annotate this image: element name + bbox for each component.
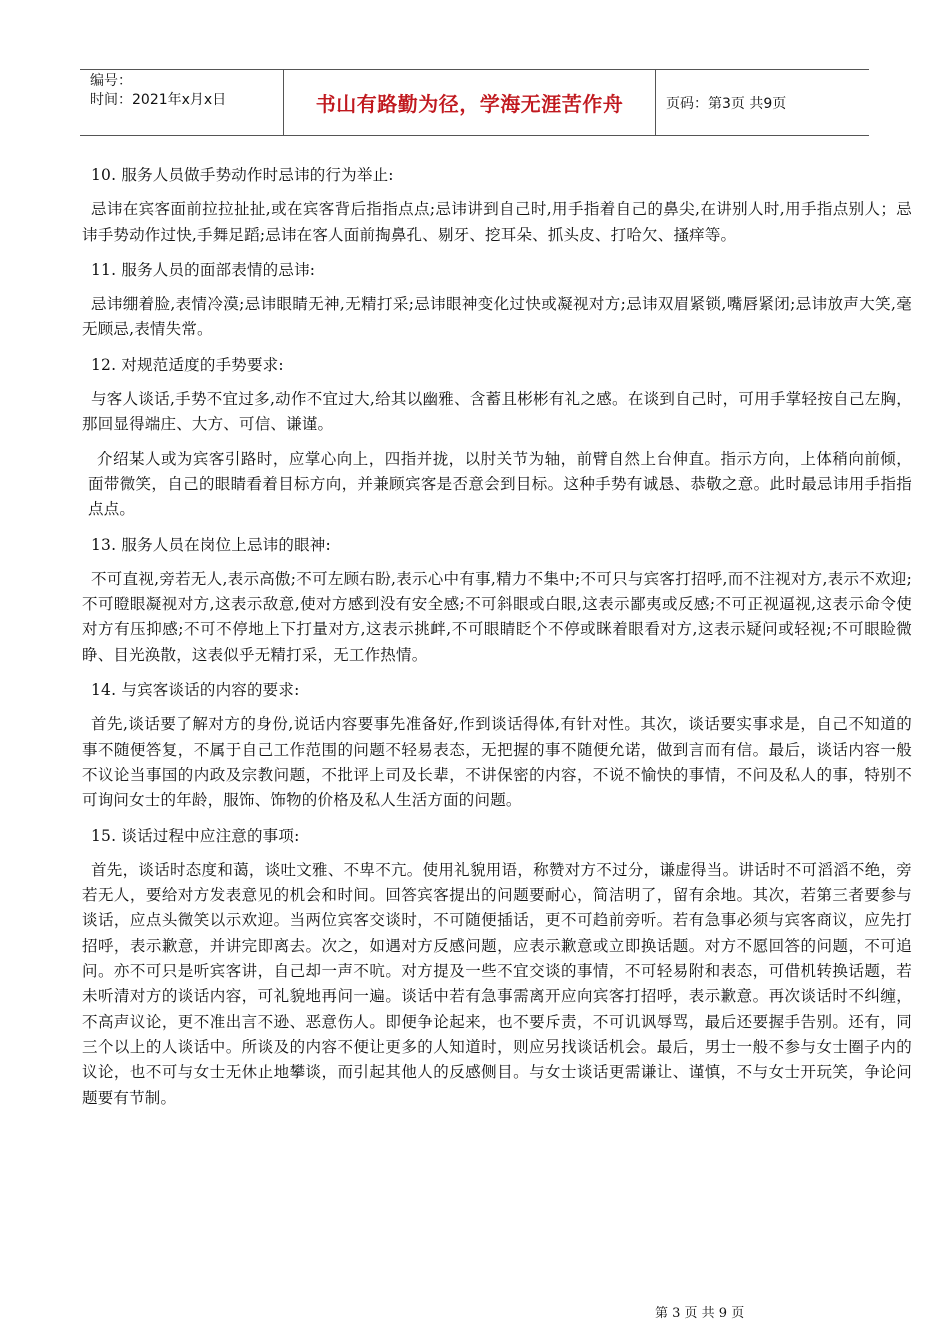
document-number-label: 编号： xyxy=(90,73,132,89)
section-paragraph: 忌讳在宾客面前拉拉扯扯,或在宾客背后指指点点;忌讳讲到自己时,用手指着自己的鼻尖,在讲别人时,用手指点别人；忌讳手势动作过快,手舞足蹈;忌讳在客人面前掏鼻孔、剔牙、挖耳朵、抓头皮、打哈欠、搔痒等。 xyxy=(82,200,912,244)
header-meta xyxy=(80,70,283,135)
page-header xyxy=(80,69,869,136)
section-paragraph: 与客人谈话,手势不宜过多,动作不宜过大,给其以幽雅、含蓄且彬彬有礼之感。在谈到自己时，可用手掌轻按自己左胸，那回显得端庄、大方、可信、谦谨。 xyxy=(82,390,912,434)
section-paragraph: 介绍某人或为宾客引路时，应掌心向上，四指并拢，以肘关节为轴，前臂自然上台伸直。指示方向，上体稍向前倾，面带微笑，自己的眼睛看着目标方向，并兼顾宾客是否意会到目标。这种手势有诚恳、恭敬之意。此时最忌讳用手指指点点。 xyxy=(88,449,912,519)
section-paragraph: 不可直视,旁若无人,表示高傲;不可左顾右盼,表示心中有事,精力不集中;不可只与宾客打招呼,而不注视对方,表示不欢迎;不可瞪眼凝视对方,这表示敌意,使对方感到没有安全感;不可斜眼或白眼,这表示鄙夷或反感;不可正视逼视,这表示命令使对方有压抑感;不可不停地上下打量对方,这表示挑衅,不可眼睛眨个不停或眯着眼看对方,这表示疑问或轻视;不可眼睑微睁、目光涣散，这表似乎无精打采，无工作热情。 xyxy=(82,569,912,664)
document-body xyxy=(82,163,912,1111)
section-paragraph: 忌讳绷着脸,表情冷漠;忌讳眼睛无神,无精打采;忌讳眼神变化过快或凝视对方;忌讳双眉紧锁,嘴唇紧闭;忌讳放声大笑,毫无顾忌,表情失常。 xyxy=(82,295,912,339)
section-heading: 11. 服务人员的面部表情的忌讳: xyxy=(91,260,316,279)
header-motto: 书山有路勤为径，学海无涯苦作舟 xyxy=(283,70,656,135)
document-date: 时间：2021年x月x日 xyxy=(90,92,227,108)
section-paragraph: 首先，谈话时态度和蔼，谈吐文雅、不卑不亢。使用礼貌用语，称赞对方不过分，谦虚得当。讲话时不可滔滔不绝，旁若无人，要给对方发表意见的机会和时间。回答宾客提出的问题要耐心，简洁明了，留有余地。其次，若第三者要参与谈话，应点头微笑以示欢迎。当两位宾客交谈时，不可随便插话，更不可趋前旁听。若有急事必须与宾客商议，应先打招呼，表示歉意，并讲完即离去。次之，如遇对方反感问题，应表示歉意或立即换话题。对方不愿回答的问题，不可追问。亦不可只是听宾客讲，自己却一声不吭。对方提及一些不宜交谈的事情，不可轻易附和表态，可借机转换话题，若未听清对方的谈话内容，可礼貌地再问一遍。谈话中若有急事需离开应向宾客打招呼，表示歉意。再次谈话时不纠缠，不高声议论，更不准出言不逊、恶意伤人。即便争论起来，也不要斥责，不可讥讽辱骂，最后还要握手告别。还有，同三个以上的人谈话中。所谈及的内容不便让更多的人知道时，则应另找谈话机会。最后，男士一般不参与女士圈子内的议论，也不可与女士无休止地攀谈，而引起其他人的反感侧目。与女士谈话更需谦让、谨慎，不与女士开玩笑，争论问题要有节制。 xyxy=(82,860,912,1107)
section-paragraph: 首先,谈话要了解对方的身份,说话内容要事先准备好,作到谈话得体,有针对性。其次，谈话要实事求是，自己不知道的事不随便答复，不属于自己工作范围的问题不轻易表态，无把握的事不随便允诺，做到言而有信。最后，谈话内容一般不议论当事国的内政及宗教问题，不批评上司及长辈，不讲保密的内容，不说不愉快的事情，不问及私人的事，特别不可询问女士的年龄，服饰、饰物的价格及私人生活方面的问题。 xyxy=(82,715,912,810)
section-heading: 10. 服务人员做手势动作时忌讳的行为举止: xyxy=(91,166,394,184)
section-heading: 15. 谈话过程中应注意的事项: xyxy=(91,826,300,845)
section-heading: 13. 服务人员在岗位上忌讳的眼神: xyxy=(91,535,331,554)
section-heading: 14. 与宾客谈话的内容的要求: xyxy=(91,681,300,700)
page-footer: 第 3 页 共 9 页 xyxy=(655,1306,745,1321)
section-heading: 12. 对规范适度的手势要求: xyxy=(91,355,284,374)
header-page-info: 页码：第3页 共9页 xyxy=(666,95,787,112)
